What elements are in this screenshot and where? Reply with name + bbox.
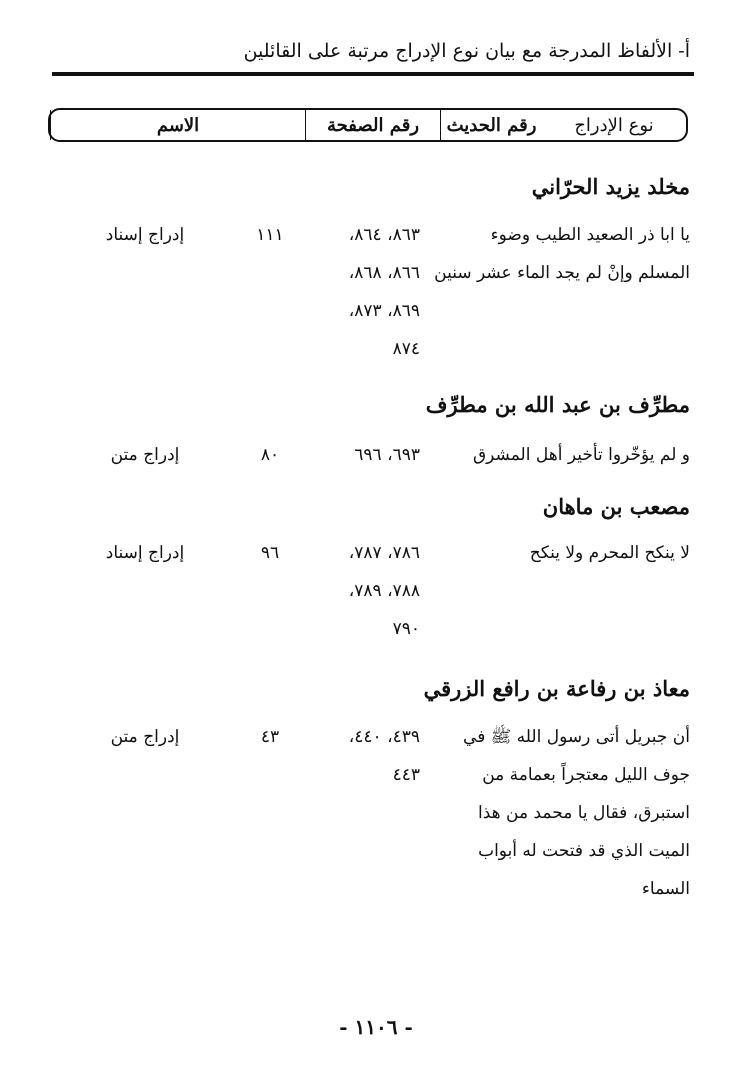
hadith-text-line: و لم يؤخّروا تأخير أهل المشرق bbox=[472, 445, 690, 465]
hadith-number: ٨٠ bbox=[260, 445, 280, 465]
narrator-name: مطرِّف بن عبد الله بن مطرِّف bbox=[425, 392, 690, 417]
narrator-name: مصعب بن ماهان bbox=[542, 494, 690, 519]
column-header-insertion-type: نوع الإدراج bbox=[574, 114, 654, 136]
column-header-page-no: رقم الصفحة bbox=[305, 110, 440, 140]
column-header-name: الاسم bbox=[50, 110, 305, 140]
page-numbers bbox=[310, 216, 420, 368]
hadith-text-line: المسلم وإنْ لم يجد الماء عشر سنين bbox=[434, 263, 690, 283]
page-numbers-line: ٧٩٠ bbox=[392, 619, 420, 639]
hadith-text-line: استبرق، فقال يا محمد من هذا bbox=[478, 803, 690, 823]
hadith-text bbox=[434, 216, 690, 292]
hadith-text-line: يا ابا ذر الصعيد الطيب وضوء bbox=[490, 225, 690, 245]
page-numbers-line: ٦٩٣، ٦٩٦ bbox=[354, 445, 420, 465]
page-numbers-line: ٤٣٩، ٤٤٠، bbox=[348, 727, 420, 747]
hadith-text-line: السماء bbox=[641, 879, 690, 899]
insertion-type: إدراج إسناد bbox=[105, 225, 185, 245]
page-numbers bbox=[310, 718, 420, 794]
hadith-text-line: أن جبريل أتى رسول الله ﷺ في bbox=[463, 727, 690, 747]
page-numbers-line: ٨٧٤ bbox=[392, 339, 420, 359]
hadith-number: ٩٦ bbox=[260, 543, 280, 563]
page-numbers-line: ٧٨٨، ٧٨٩، bbox=[348, 581, 420, 601]
hadith-text bbox=[454, 534, 690, 572]
page-numbers-line: ٨٦٩، ٨٧٣، bbox=[348, 301, 420, 321]
page-numbers-line: ٤٤٣ bbox=[392, 765, 420, 785]
narrator-name: معاذ بن رفاعة بن رافع الزرقي bbox=[423, 676, 690, 701]
page-numbers-line: ٧٨٦، ٧٨٧، bbox=[348, 543, 420, 563]
page-numbers-line: ٨٦٣، ٨٦٤، bbox=[348, 225, 420, 245]
insertion-type: إدراج متن bbox=[110, 445, 180, 465]
hadith-number: ٤٣ bbox=[260, 727, 280, 747]
page-header-title: أ- الألفاظ المدرجة مع بيان نوع الإدراج مرتبة على القائلين bbox=[243, 40, 690, 62]
column-header-hadith-no: رقم الحديث bbox=[440, 110, 542, 140]
insertion-type: إدراج متن bbox=[110, 727, 180, 747]
page-numbers bbox=[310, 534, 420, 648]
hadith-number: ١١١ bbox=[256, 225, 284, 245]
insertion-type: إدراج إسناد bbox=[105, 543, 185, 563]
page-numbers-line: ٨٦٦، ٨٦٨، bbox=[348, 263, 420, 283]
narrator-name: مخلد يزيد الحرّاني bbox=[531, 174, 690, 199]
hadith-text-line: جوف الليل معتجراً بعمامة من bbox=[482, 765, 690, 785]
table-header bbox=[48, 108, 688, 142]
hadith-text bbox=[454, 718, 690, 908]
page-number: - ١١٠٦ - bbox=[339, 1015, 413, 1039]
hadith-text-line: لا ينكح المحرم ولا ينكح bbox=[529, 543, 690, 563]
hadith-text bbox=[454, 436, 690, 474]
header-rule bbox=[52, 72, 694, 76]
hadith-text-line: الميت الذي قد فتحت له أبواب bbox=[478, 841, 690, 861]
page-numbers bbox=[310, 436, 420, 474]
